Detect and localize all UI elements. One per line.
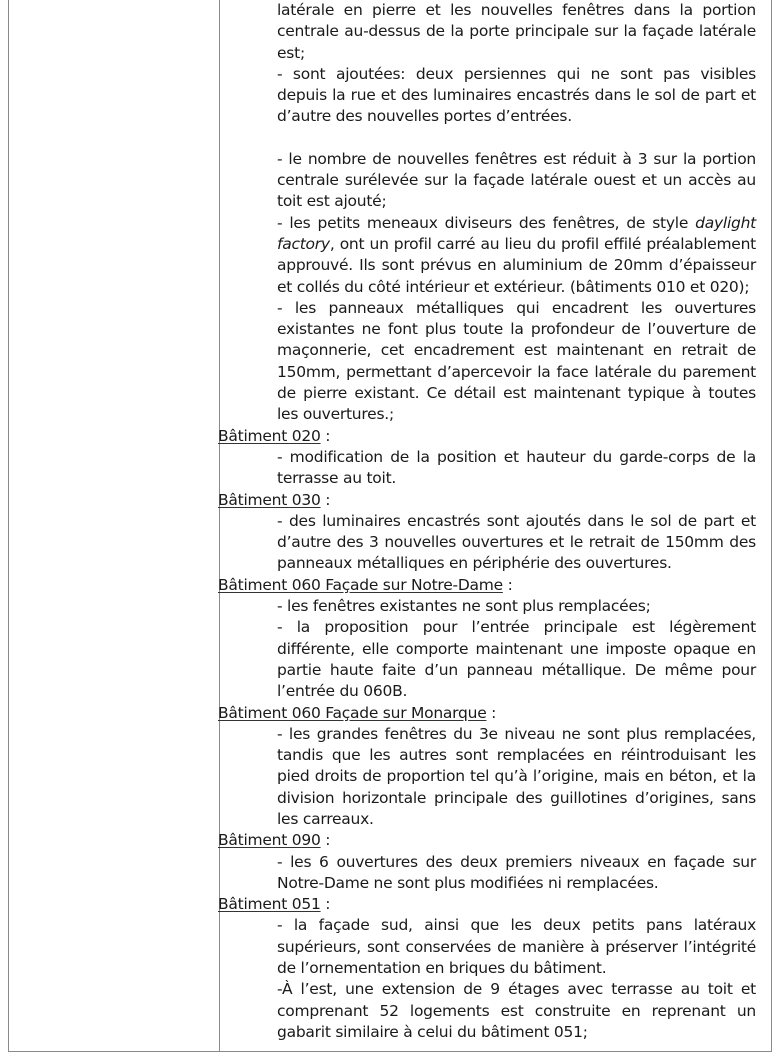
section-item: - la façade sud, ainsi que les deux petits pans latéraux supérieurs, sont conservées de manière à préserver l’intégrité de l’ornementation en briques du bâtiment. — [277, 916, 756, 978]
heading-colon: : — [320, 426, 331, 445]
section-heading: Bâtiment 051 — [218, 895, 321, 914]
section-heading: Bâtiment 020 — [218, 426, 321, 445]
section-heading: Bâtiment 060 Façade sur Notre-Dame — [218, 575, 503, 594]
section-item: - les grandes fenêtres du 3e niveau ne sont plus remplacées, tandis que les autres sont remplacées en réintroduisant les pied droits de proportion tel qu’à l’origine, mais en béton, et la division horizontale principale des guillotines d’origines, sans les carreaux. — [277, 724, 756, 828]
section-item: - les fenêtres existantes ne sont plus remplacées; — [277, 597, 651, 616]
paragraph-mullions — [277, 213, 756, 298]
section-batiment-060-notre-dame — [218, 575, 756, 703]
spacer — [218, 128, 756, 149]
italic-term: daylight factory — [277, 213, 756, 253]
section-heading-row — [218, 830, 756, 851]
section-heading-row — [218, 703, 756, 724]
section-heading-row — [218, 490, 756, 511]
section-batiment-090 — [218, 830, 756, 894]
section-batiment-020 — [218, 426, 756, 490]
section-heading-row — [218, 575, 756, 596]
section-heading-row — [218, 426, 756, 447]
section-batiment-051 — [218, 894, 756, 1043]
heading-colon: : — [502, 575, 513, 594]
text-run: - les petits meneaux diviseurs des fenêtres, de style — [277, 213, 696, 232]
heading-colon: : — [320, 831, 331, 850]
section-heading: Bâtiment 060 Façade sur Monarque — [218, 703, 487, 722]
section-heading: Bâtiment 030 — [218, 490, 321, 509]
paragraph: - le nombre de nouvelles fenêtres est réduit à 3 sur la portion centrale surélevée sur la façade latérale ouest et un accès au toit est ajouté; — [277, 149, 756, 211]
heading-colon: : — [486, 703, 497, 722]
section-batiment-030 — [218, 490, 756, 575]
text-run: , ont un profil carré au lieu du profil effilé préalablement approuvé. Ils sont prévus en aluminium de 20mm d’épaisseur et collés du côté intérieur et extérieur. (bâtiments 010 et 020); — [277, 234, 756, 296]
section-item: - modification de la position et hauteur du garde-corps de la terrasse au toit. — [277, 447, 756, 488]
section-heading: Bâtiment 090 — [218, 831, 321, 850]
heading-colon: : — [320, 895, 331, 914]
section-item: -À l’est, une extension de 9 étages avec terrasse au toit et comprenant 52 logements est construite en reprenant un gabarit similaire à celui du bâtiment 051; — [277, 980, 756, 1041]
document-body — [218, 0, 756, 1043]
section-batiment-060-monarque — [218, 703, 756, 831]
section-item: - la proposition pour l’entrée principale est légèrement différente, elle comporte maintenant une imposte opaque en partie haute faite d’un panneau métallique. De même pour l’entrée du 060B. — [277, 618, 756, 701]
section-item: - les 6 ouvertures des deux premiers niveaux en façade sur Notre-Dame ne sont plus modifiées ni remplacées. — [277, 852, 756, 892]
section-item: - des luminaires encastrés sont ajoutés dans le sol de part et d’autre des 3 nouvelles ouvertures et le retrait de 150mm des panneaux métalliques en périphérie des ouvertures. — [277, 511, 756, 573]
paragraph: - les panneaux métalliques qui encadrent les ouvertures existantes ne font plus toute la profondeur de l’ouverture de maçonnerie, cet encadrement est maintenant en retrait de 150mm, permettant d’apercevoir la face latérale du parement de pierre existant. Ce détail est maintenant typique à toutes les ouvertures.; — [277, 298, 756, 424]
heading-colon: : — [320, 490, 331, 509]
paragraph: latérale en pierre et les nouvelles fenêtres dans la portion centrale au-dessus de la porte principale sur la façade latérale est; — [277, 1, 756, 62]
section-heading-row — [218, 894, 756, 915]
paragraph: - sont ajoutées: deux persiennes qui ne sont pas visibles depuis la rue et des luminaires encastrés dans le sol de part et d’autre des nouvelles portes d’entrées. — [277, 64, 756, 126]
